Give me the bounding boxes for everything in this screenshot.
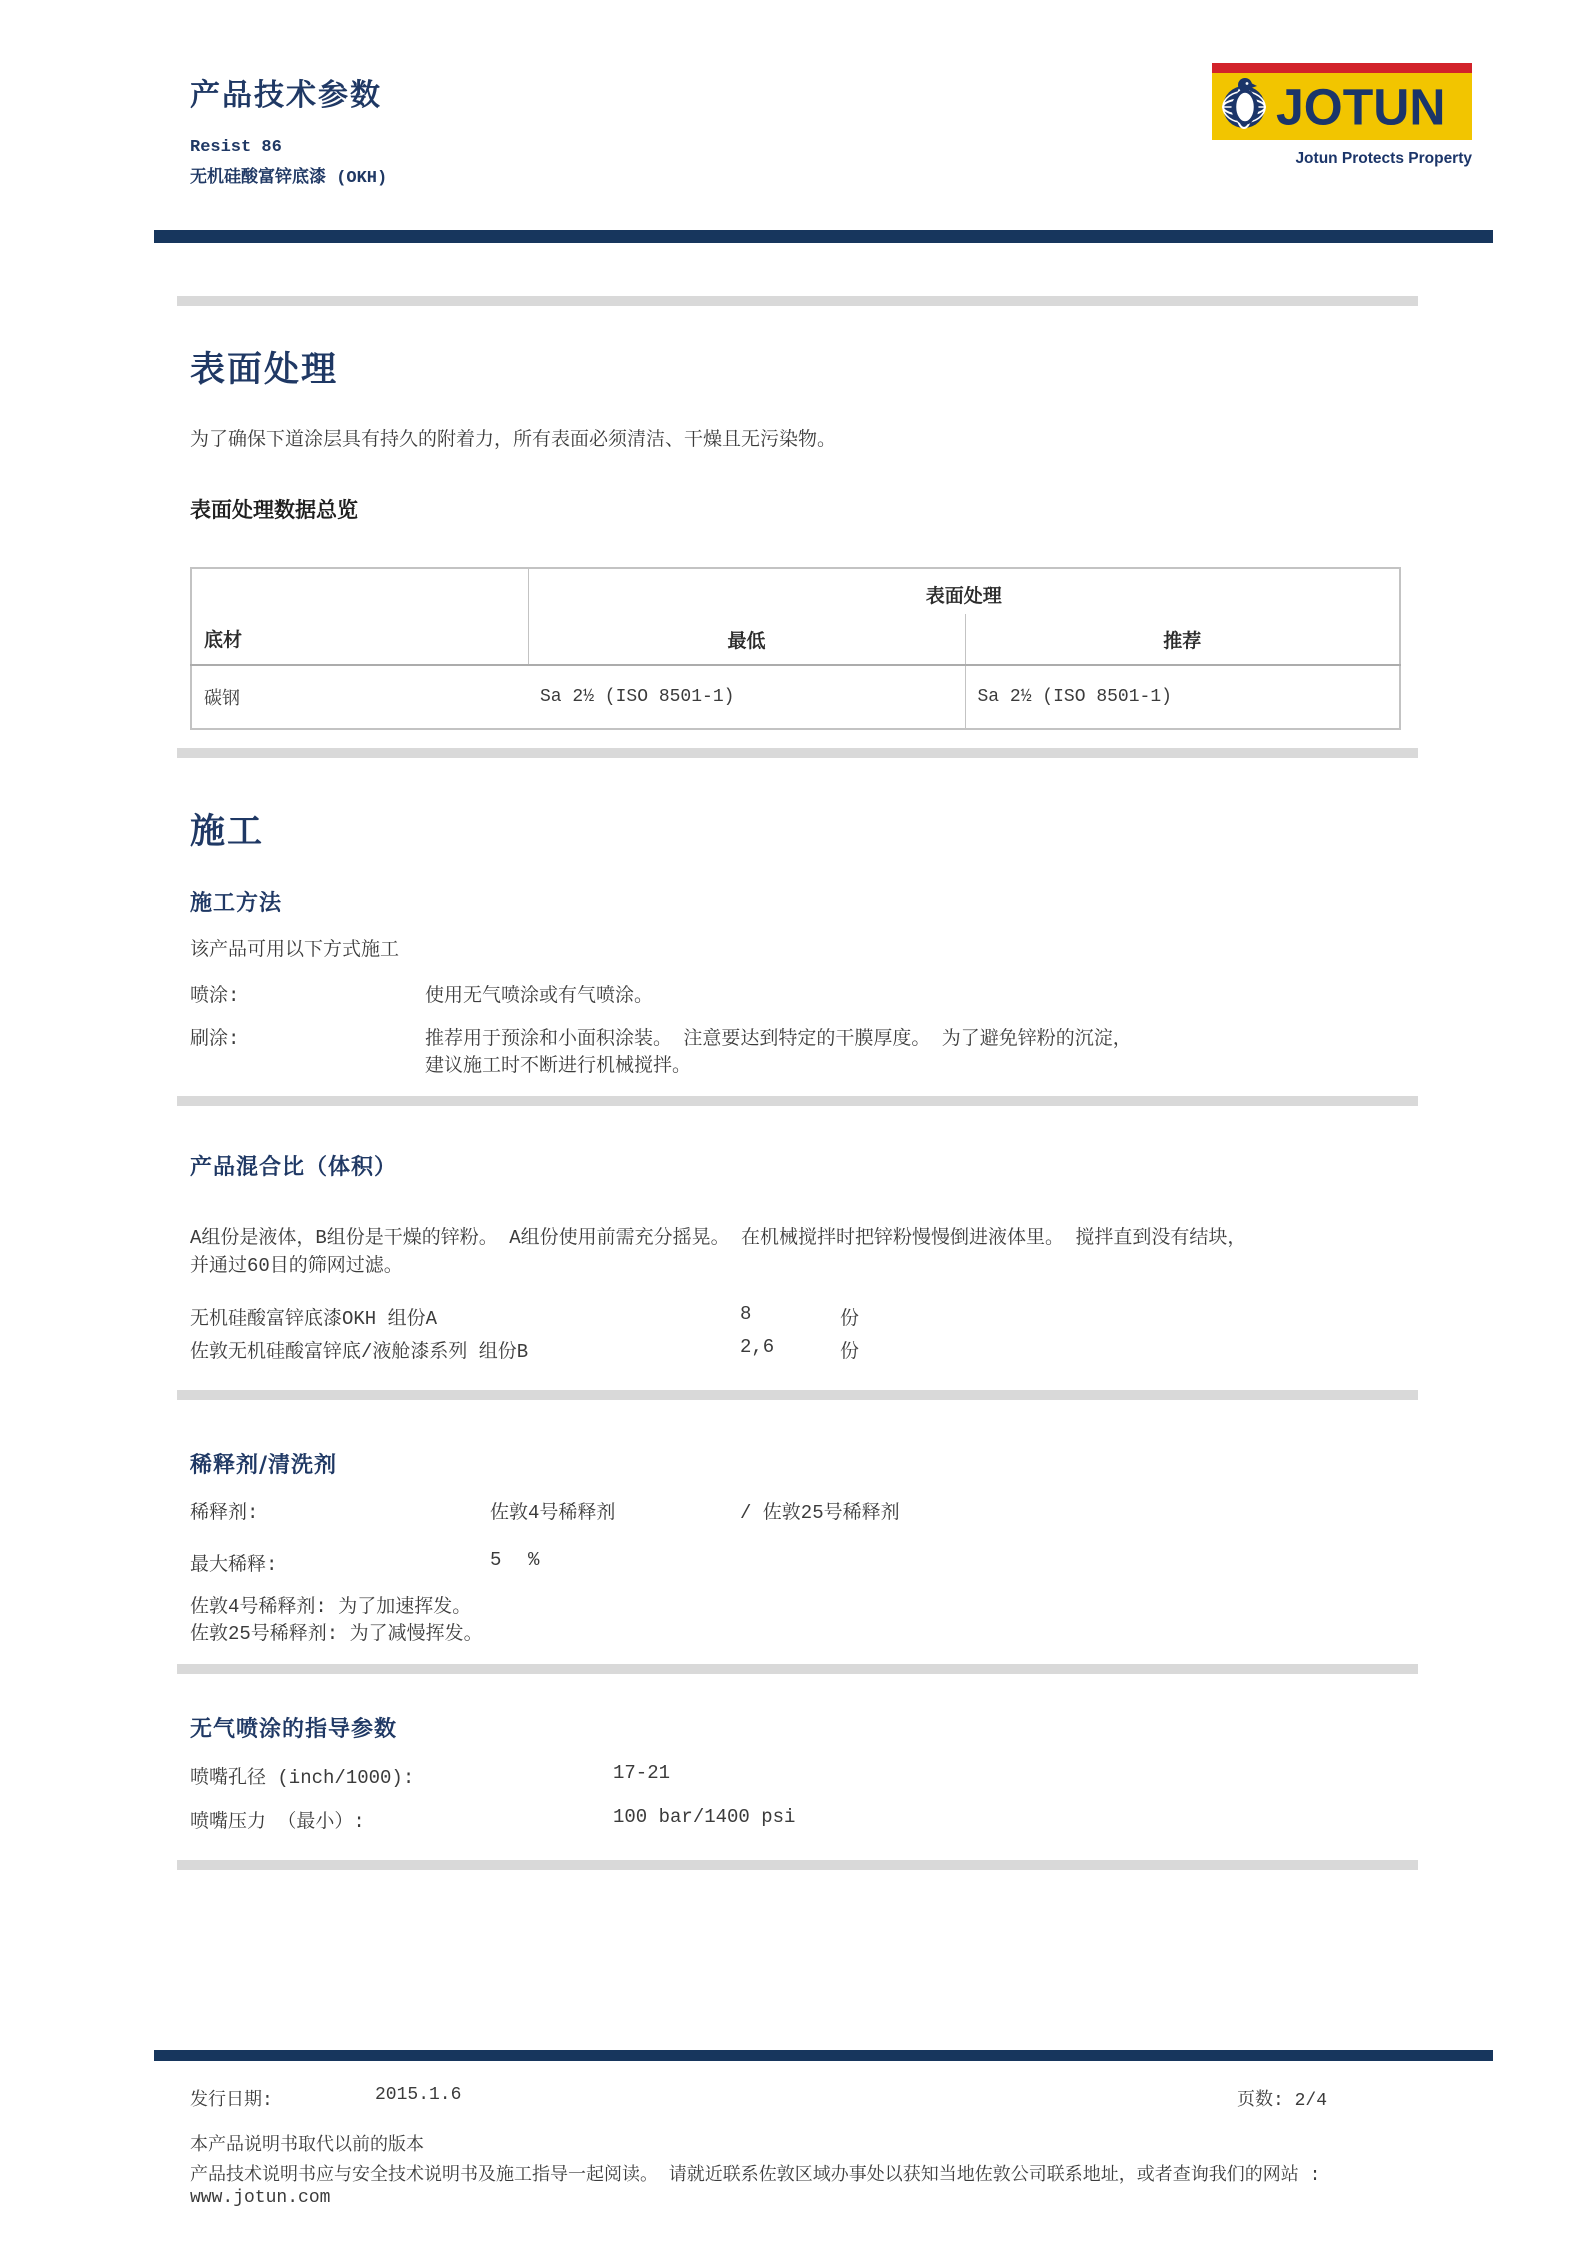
section-divider-bar-3 — [177, 1096, 1418, 1106]
spray-method-label: 喷涂: — [190, 985, 240, 1007]
airless-title: 无气喷涂的指导参数 — [190, 1716, 398, 1742]
header-product-name: 无机硅酸富锌底漆 (OKH) — [190, 169, 388, 188]
mixing-row-unit: 份 — [840, 1308, 860, 1330]
section-divider-bar-2 — [177, 748, 1418, 758]
nozzle-size-label: 喷嘴孔径 (inch/1000): — [190, 1767, 415, 1789]
thinner-title: 稀释剂/清洗剂 — [190, 1452, 338, 1478]
issue-date-value: 2015.1.6 — [375, 2085, 462, 2105]
mixing-row-name: 佐敦无机硅酸富锌底/液舱漆系列 组份B — [190, 1341, 529, 1363]
section-divider-bar-1 — [177, 296, 1418, 306]
mixing-row-value: 8 — [740, 1303, 752, 1325]
footer-note-1: 本产品说明书取代以前的版本 — [190, 2136, 424, 2156]
page-number: 页数: 2/4 — [1237, 2091, 1328, 2111]
thinner-note-2: 佐敦25号稀释剂: 为了减慢挥发。 — [190, 1623, 483, 1645]
surface-prep-intro: 为了确保下道涂层具有持久的附着力，所有表面必须清洁、干燥且无污染物。 — [190, 429, 837, 451]
table-cell-minimum: Sa 2½ (ISO 8501-1) — [528, 665, 965, 729]
thinner-value-alt: / 佐敦25号稀释剂 — [740, 1502, 900, 1524]
max-thinning-label: 最大稀释: — [190, 1554, 278, 1576]
table-row — [191, 665, 1400, 729]
surface-prep-table — [190, 567, 1401, 730]
max-thinning-unit: % — [528, 1549, 540, 1571]
mixing-title: 产品混合比（体积） — [190, 1154, 398, 1180]
brush-method-value-line2: 建议施工时不断进行机械搅拌。 — [425, 1055, 692, 1077]
mixing-paragraph-line2: 并通过60目的筛网过滤。 — [190, 1255, 403, 1277]
header-product-code: Resist 86 — [190, 138, 282, 157]
header-divider-bar — [154, 230, 1493, 243]
table-cell-recommended: Sa 2½ (ISO 8501-1) — [965, 665, 1400, 729]
nozzle-pressure-value: 100 bar/1400 psi — [613, 1806, 796, 1828]
nozzle-size-value: 17-21 — [613, 1762, 671, 1784]
table-header-group: 表面处理 — [925, 585, 1002, 608]
header-doc-type: 产品技术参数 — [190, 78, 382, 113]
mixing-row-name: 无机硅酸富锌底漆OKH 组份A — [190, 1308, 438, 1330]
brush-method-value-line1: 推荐用于预涂和小面积涂装。 注意要达到特定的干膜厚度。 为了避免锌粉的沉淀， — [425, 1028, 1132, 1050]
section-divider-bar-6 — [177, 1860, 1418, 1870]
thinner-value: 佐敦4号稀释剂 — [490, 1502, 616, 1524]
surface-prep-title: 表面处理 — [190, 349, 339, 390]
logo-tagline: Jotun Protects Property — [1295, 150, 1472, 167]
table-header-rec: 推荐 — [965, 614, 1400, 665]
thinner-label: 稀释剂: — [190, 1502, 259, 1524]
logo-red-stripe — [1212, 63, 1472, 73]
section-divider-bar-5 — [177, 1664, 1418, 1674]
application-methods-intro: 该产品可用以下方式施工 — [190, 939, 400, 961]
penguin-globe-icon — [1218, 74, 1274, 139]
table-header-substrate: 底材 — [191, 568, 528, 665]
brush-method-label: 刷涂: — [190, 1028, 240, 1050]
surface-table-title: 表面处理数据总览 — [190, 501, 358, 524]
section-divider-bar-4 — [177, 1390, 1418, 1400]
logo-wordmark: JOTUN — [1276, 77, 1446, 136]
table-cell-substrate: 碳钢 — [191, 665, 528, 729]
thinner-note-1: 佐敦4号稀释剂: 为了加速挥发。 — [190, 1596, 472, 1618]
logo-yellow-box — [1212, 73, 1472, 140]
footer-website: www.jotun.com — [190, 2188, 331, 2208]
application-title: 施工 — [190, 811, 265, 852]
nozzle-pressure-label: 喷嘴压力 （最小）: — [190, 1811, 365, 1833]
max-thinning-value: 5 — [490, 1549, 502, 1571]
mixing-row-value: 2,6 — [740, 1336, 775, 1358]
table-header-min: 最低 — [727, 630, 766, 653]
issue-date-label: 发行日期: — [190, 2091, 273, 2111]
application-methods-title: 施工方法 — [190, 890, 283, 916]
spray-method-value: 使用无气喷涂或有气喷涂。 — [425, 985, 654, 1007]
jotun-logo — [1212, 63, 1472, 140]
mixing-paragraph-line1: A组份是液体，B组份是干燥的锌粉。 A组份使用前需充分摇晃。 在机械搅拌时把锌粉慢慢倒进液体里。 搅拌直到没有结块， — [190, 1227, 1247, 1249]
footer-divider-bar — [154, 2050, 1493, 2061]
footer-note-2: 产品技术说明书应与安全技术说明书及施工指导一起阅读。 请就近联系佐敦区域办事处以获知当地佐敦公司联系地址，或者查询我们的网站 : — [190, 2166, 1321, 2186]
mixing-row-unit: 份 — [840, 1341, 860, 1363]
